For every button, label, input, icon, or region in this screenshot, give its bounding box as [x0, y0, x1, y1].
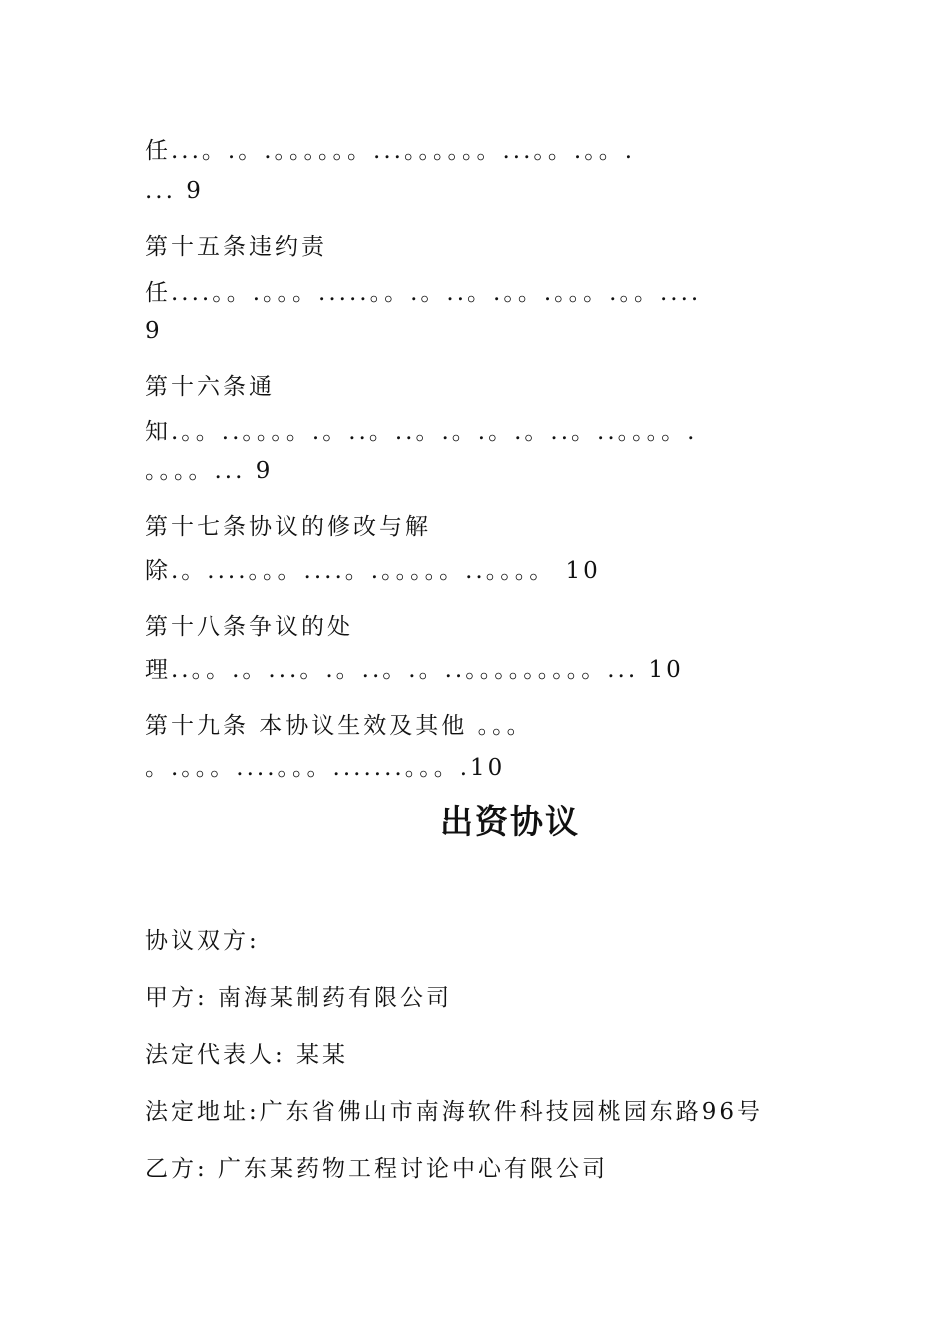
toc-entry-16-heading: 第十六条通: [145, 374, 275, 400]
toc-entry-14-line1: 任...。.。.。。。。。。...。。。。。。...。。.。。.: [145, 138, 636, 164]
party-b: 乙方: 广东某药物工程讨论中心有限公司: [145, 1156, 609, 1182]
legal-address: 法定地址:广东省佛山市南海软件科技园桃园东路96号: [145, 1099, 764, 1125]
toc-entry-16-line1: 知.。。..。。。。.。..。..。.。.。.。..。..。。。。.: [145, 419, 698, 445]
toc-entry-17-line1: 除.。....。。。....。.。。。。。..。。。。 10: [145, 558, 601, 584]
toc-entry-14-page: ... 9: [145, 178, 204, 204]
toc-entry-15-heading: 第十五条违约责: [145, 234, 327, 260]
toc-entry-16-page: 。。。。... 9: [145, 458, 274, 484]
toc-entry-18-heading: 第十八条争议的处: [145, 614, 353, 640]
toc-entry-19-line1: 。.。。。....。。。.......。。。.10: [145, 755, 506, 781]
toc-entry-15-page: 9: [145, 318, 163, 344]
legal-representative: 法定代表人: 某某: [145, 1042, 349, 1068]
document-title: 出资协议: [440, 802, 580, 841]
party-a: 甲方: 南海某制药有限公司: [145, 985, 453, 1011]
toc-entry-17-heading: 第十七条协议的修改与解: [145, 514, 431, 540]
toc-entry-15-line1: 任....。。.。。。.....。。.。..。.。。.。。。.。。....: [145, 280, 702, 306]
parties-label: 协议双方:: [145, 928, 260, 954]
toc-entry-18-line1: 理..。。.。...。.。..。.。..。。。。。。。。。... 10: [145, 657, 684, 683]
toc-entry-19-heading: 第十九条 本协议生效及其他 。。。: [145, 713, 533, 739]
